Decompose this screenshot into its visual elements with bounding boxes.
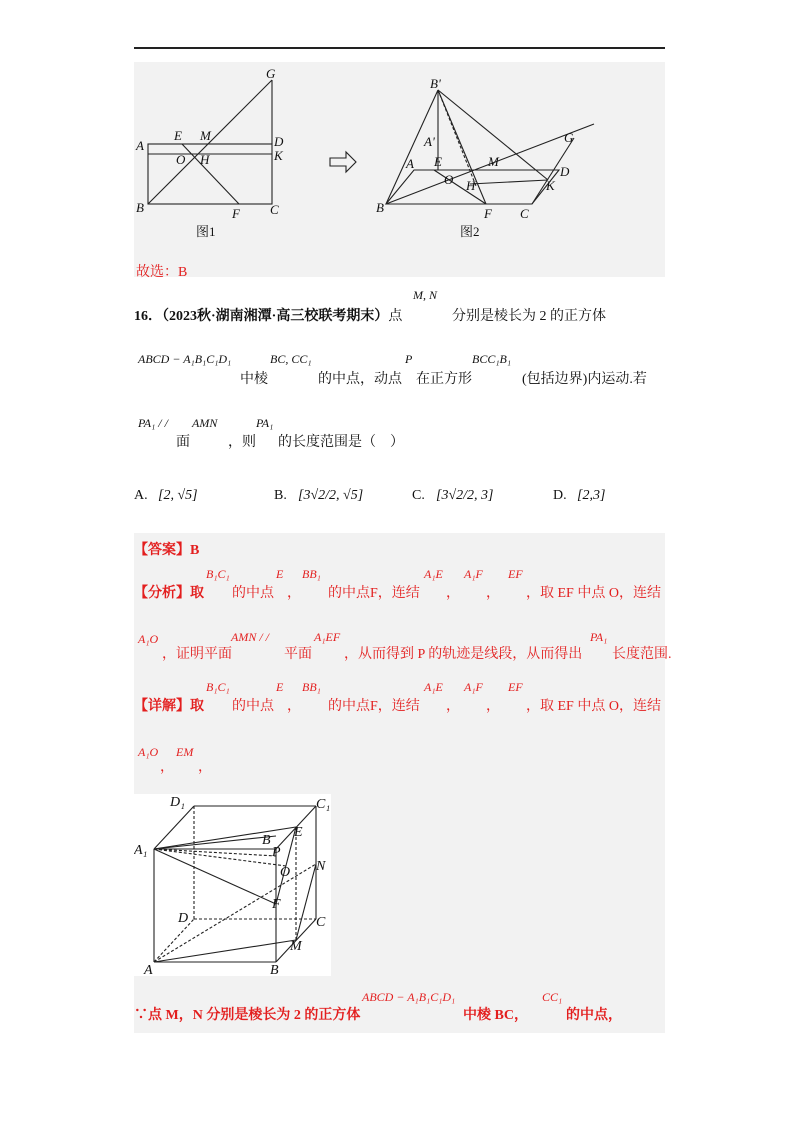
detail-a1e: A₁E [424,680,443,694]
fig1-label-H: H [200,152,210,167]
fig1-label-O: O [176,152,186,167]
q16-number: 16． [134,309,162,324]
analysis-c: ， [287,586,301,601]
detail-em: EM [176,745,194,759]
q16-t3: 中棱 [240,372,268,387]
prev-answer: 故选：B [136,265,188,280]
fig2-label-C: C [520,206,529,221]
q16-face: BCC₁B₁ [472,352,512,366]
analysis-bb1: BB₁ [302,567,321,581]
cube-label-N: N [316,859,326,874]
fig2-label-B: B [376,200,384,215]
analysis-label: 【分析】取 [134,586,204,601]
analysis-i: 长度范围. [612,647,672,662]
q16-t4: 的中点，动点 [318,372,402,387]
q16-t5: 在正方形 [416,372,472,387]
fig1-label-C: C [270,202,279,217]
q16-t9: 的长度范围是（ ） [278,435,404,450]
cube-label-C1: C₁ [316,797,331,812]
analysis-b1c1: B₁C₁ [206,567,230,581]
option-b-label: B. [274,488,287,503]
analysis-a1o: A₁O [138,632,159,646]
cube-label-O: O [280,865,291,880]
q16-source: （2023秋·湖南湘潭·高三校联考期末） [162,309,389,324]
option-c-label: C. [412,488,425,503]
cube-label-P: P [272,845,281,860]
fig2-label-M: M [488,154,499,169]
detail-ef: EF [508,680,523,694]
detail-bb1: BB₁ [302,680,321,694]
fig1-label-E: E [174,128,182,143]
analysis-h: ，从而得到 P 的轨迹是线段，从而得出 [344,647,583,662]
cube-label-B1: B [262,833,271,848]
fig1-label-M: M [200,128,211,143]
detail-comma4: ， [198,760,212,775]
q16-t2: 分别是棱长为 2 的正方体 [452,309,606,324]
q16-pa1b: PA₁ [256,416,274,430]
detail-e: E [276,680,284,694]
q16-text: 点 [388,309,403,324]
q16-p: P [405,352,413,366]
fig2-label-O: O [444,172,454,187]
detail-a1f: A₁F [464,680,483,694]
analysis-a: 的中点 [232,586,274,601]
analysis-e: E [276,567,284,581]
detail-comma1: ， [446,699,460,714]
cube-label-D: D [178,911,189,926]
option-d-label: D. [553,488,567,503]
analysis-a1e: A₁E [424,567,443,581]
cube-label-M: M [290,939,302,954]
fig2-label-G: G [564,130,574,145]
option-a-text: [2, √5] [158,488,198,503]
analysis-e2: ，取 EF 中点 O，连结 [526,586,661,601]
q16-pa1: PA₁ / / [138,416,168,430]
fig1-caption: 图1 [196,224,216,239]
analysis-a1f: A₁F [464,567,483,581]
because-t1: ∵点 M，N 分别是棱长为 2 的正方体 [134,1008,361,1023]
detail-b1c1: B₁C₁ [206,680,230,694]
analysis-amnpar: AMN / / [231,630,269,644]
analysis-comma1: ， [446,586,460,601]
detail-a: 的中点 [232,699,274,714]
cube-label-F: F [272,897,281,912]
fig2-label-F: F [484,206,492,221]
fig2-caption: 图2 [460,224,480,239]
fig1-label-K: K [274,148,283,163]
option-a-label: A. [134,488,148,503]
fig2-label-E: E [434,154,442,169]
fig1-label-D: D [274,134,284,149]
analysis-g: 平面 [284,647,312,662]
fig2-label-H: H [466,178,476,193]
fig1-label-A: A [136,138,144,153]
figure-1-2 [134,62,604,242]
detail-a1o: A₁O [138,745,159,759]
q16-mn: M, N [413,288,437,302]
fig2-label-Bp: B' [430,76,441,91]
fig2-label-K: K [546,178,555,193]
option-c-text: [3√2/2, 3] [436,488,494,503]
q16-edges: BC, CC₁ [270,352,312,366]
cube-label-C: C [316,915,326,930]
because-t2: 中棱 BC， [463,1008,528,1023]
option-d-text: [2,3] [577,488,606,503]
q16-amn: AMN [192,416,218,430]
detail-e2: ，取 EF 中点 O，连结 [526,699,661,714]
fig1-label-B: B [136,200,144,215]
analysis-comma2: ， [486,586,500,601]
fig1-label-F: F [232,206,240,221]
cube-label-B: B [270,963,279,976]
fig2-label-D: D [560,164,570,179]
option-b-text: [3√2/2, √5] [298,488,364,503]
cube-label-D1: D₁ [170,795,185,810]
because-cc1: CC₁ [542,990,563,1004]
because-t3: 的中点， [566,1008,622,1023]
detail-label: 【详解】取 [134,699,204,714]
detail-c: ， [287,699,301,714]
q16-cube: ABCD − A₁B₁C₁D₁ [138,352,232,366]
analysis-f: ，证明平面 [162,647,232,662]
detail-d: 的中点F，连结 [328,699,420,714]
q16-t8: ，则 [228,435,256,450]
analysis-pa1: PA₁ [590,630,608,644]
cube-label-A: A [144,963,153,976]
fig2-label-Ap: A' [424,134,435,149]
answer-label: 【答案】B [134,543,200,558]
q16-t7: 面 [176,435,190,450]
q16-t6: (包括边界)内运动.若 [522,372,647,387]
analysis-ef: EF [508,567,523,581]
cube-figure [134,794,331,976]
detail-comma2: ， [486,699,500,714]
analysis-d: 的中点F，连结 [328,586,420,601]
detail-comma3: ， [160,760,174,775]
fig1-label-G: G [266,66,276,81]
q16-line1 [134,305,402,325]
cube-label-A1: A₁ [134,843,148,858]
because-cube: ABCD − A₁B₁C₁D₁ [362,990,456,1004]
header-rule [134,47,665,49]
analysis-a1ef: A₁EF [314,630,341,644]
cube-label-E: E [294,825,303,840]
fig2-label-A: A [406,156,414,171]
